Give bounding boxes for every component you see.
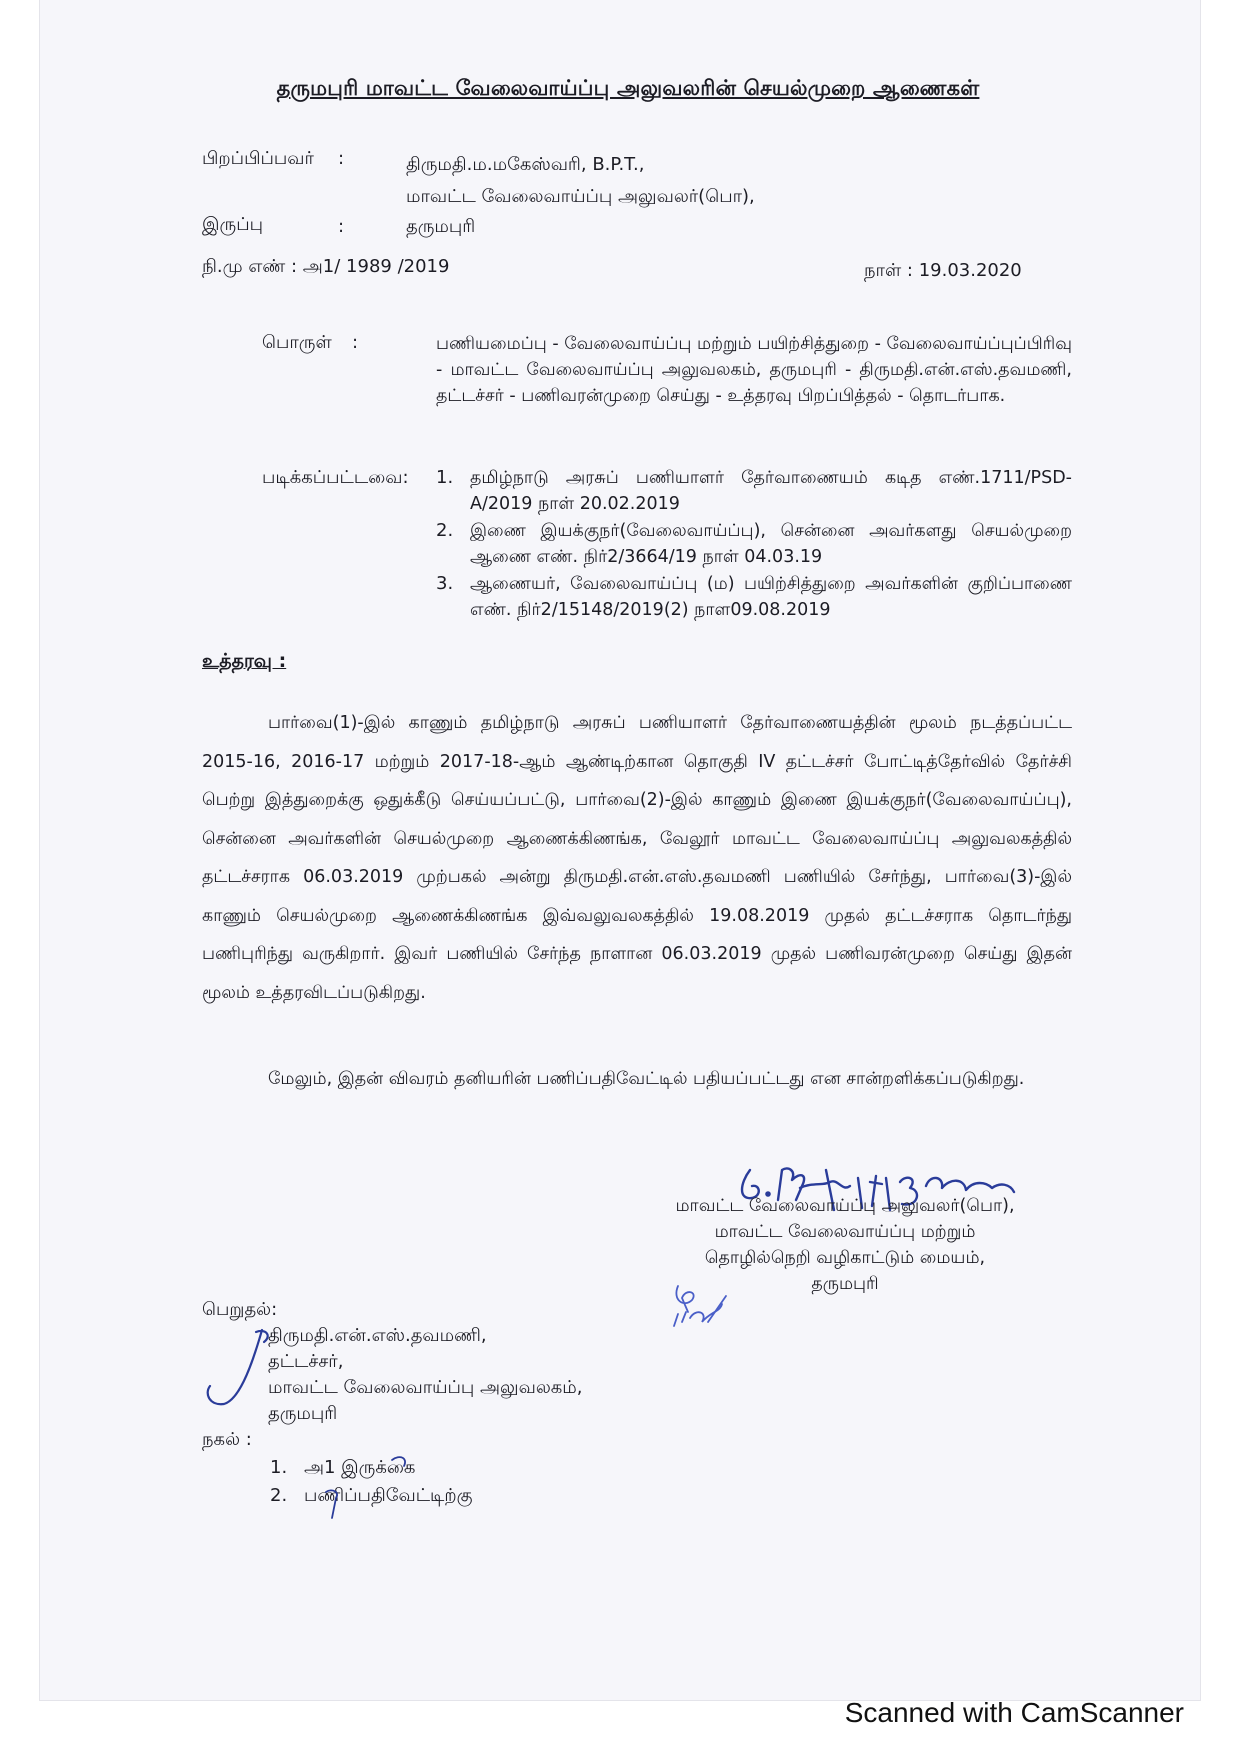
receipt-signature <box>200 1322 280 1422</box>
recipient-line-1: திருமதி.என்.எஸ்.தவமணி, <box>268 1325 487 1346</box>
recipient-label: பெறுதல்: <box>202 1299 278 1320</box>
copy-1-number: 1. <box>270 1457 288 1478</box>
reference-2-text: இணை இயக்குநர்(வேலைவாய்ப்பு), சென்னை அவர்களது செயல்முறை ஆணை எண். நிர்2/3664/19 நாள் 04.03.19 <box>470 521 1072 567</box>
location-value: தருமபுரி <box>406 216 476 237</box>
issuer-colon: : <box>338 148 345 169</box>
issuer-label: பிறப்பிப்பவர் <box>202 148 314 169</box>
copy-tick-marks <box>296 1452 456 1522</box>
reference-3-number: 3. <box>436 573 454 594</box>
reference-number: நி.மு எண் : அ1/ 1989 /2019 <box>202 256 450 277</box>
copy-2-text: பணிப்பதிவேட்டிற்கு <box>304 1485 473 1506</box>
order-heading: உத்தரவு : <box>202 650 287 672</box>
location-colon: : <box>338 216 345 237</box>
document-title: தருமபுரி மாவட்ட வேலைவாய்ப்பு அலுவலரின் செயல்முறை ஆணைகள் <box>276 76 980 100</box>
order-date: நாள் : 19.03.2020 <box>864 260 1022 281</box>
subject-label: பொருள் <box>262 332 332 353</box>
reference-1-number: 1. <box>436 467 454 488</box>
initials-mark <box>664 1282 744 1352</box>
signatory-line-2: மாவட்ட வேலைவாய்ப்பு மற்றும் <box>714 1222 976 1242</box>
copy-2-number: 2. <box>270 1485 288 1506</box>
reference-2-number: 2. <box>436 520 454 541</box>
reference-1-text: தமிழ்நாடு அரசுப் பணியாளர் தேர்வாணையம் கடித எண்.1711/PSD-A/2019 நாள் 20.02.2019 <box>470 468 1072 514</box>
recipient-line-4: தருமபுரி <box>268 1403 338 1424</box>
reference-3-text: ஆணையர், வேலைவாய்ப்பு (ம) பயிற்சித்துறை அவர்களின் குறிப்பாணை எண். நிர்2/15148/2019(2) நாள09.08.2019 <box>470 574 1072 620</box>
copy-1-text: அ1 இருக்கை <box>304 1457 416 1478</box>
order-paragraph-1: பார்வை(1)-இல் காணும் தமிழ்நாடு அரசுப் பணியாளர் தேர்வாணையத்தின் மூலம் நடத்தப்பட்ட 2015-16, 2016-17 மற்றும் 2017-18-ஆம் ஆண்டிற்கான தொகுதி IV தட்டச்சர் போட்டித்தேர்வில் தேர்ச்சி பெற்று இத்துறைக்கு ஒதுக்கீடு செய்யப்பட்டு, பார்வை(2)-இல் காணும் இணை இயக்குநர்(வேலைவாய்ப்பு), சென்னை அவர்களின் செயல்முறை ஆணைக்கிணங்க, வேலூர் மாவட்ட வேலைவாய்ப்பு அலுவலகத்தில் தட்டச்சராக 06.03.2019 முற்பகல் அன்று திருமதி.என்.எஸ்.தவமணி பணியில் சேர்ந்து, பார்வை(3)-இல் காணும் செயல்முறை ஆணைக்கிணங்க இவ்வலுவலகத்தில் 19.08.2019 முதல் தட்டச்சராக தொடர்ந்து பணிபுரிந்து வருகிறார். இவர் பணியில் சேர்ந்த நாளான 06.03.2019 முதல் பணிவரன்முறை செய்து இதன் மூலம் உத்தரவிடப்படுகிறது. <box>202 713 1072 1003</box>
scanner-watermark: Scanned with CamScanner <box>844 1697 1184 1728</box>
references-label: படிக்கப்பட்டவை: <box>262 467 409 488</box>
issuer-designation: மாவட்ட வேலைவாய்ப்பு அலுவலர்(பொ), <box>406 186 755 207</box>
subject-text: பணியமைப்பு - வேலைவாய்ப்பு மற்றும் பயிற்சித்துறை - வேலைவாய்ப்புப்பிரிவு - மாவட்ட வேலைவாய்ப்பு அலுவலகம், தருமபுரி - திருமதி.என்.எஸ்.தவமணி, தட்டச்சர் - பணிவரன்முறை செய்து - உத்தரவு பிறப்பித்தல் - தொடர்பாக. <box>436 334 1072 406</box>
recipient-line-2: தட்டச்சர், <box>268 1351 344 1372</box>
subject-colon: : <box>352 332 359 353</box>
signatory-line-4: தருமபுரி <box>811 1274 879 1294</box>
recipient-line-3: மாவட்ட வேலைவாய்ப்பு அலுவலகம், <box>268 1377 583 1398</box>
signatory-line-1: மாவட்ட வேலைவாய்ப்பு அலுவலர்(பொ), <box>675 1196 1015 1216</box>
issuer-name: திருமதி.ம.மகேஸ்வரி, B.P.T., <box>406 154 645 175</box>
order-paragraph-2: மேலும், இதன் விவரம் தனியரின் பணிப்பதிவேட்டில் பதியப்பட்டது என சான்றளிக்கப்படுகிறது. <box>268 1069 1025 1089</box>
location-label: இருப்பு <box>202 214 263 235</box>
copy-label: நகல் : <box>202 1429 252 1450</box>
signatory-line-3: தொழில்நெறி வழிகாட்டும் மையம், <box>704 1248 986 1268</box>
